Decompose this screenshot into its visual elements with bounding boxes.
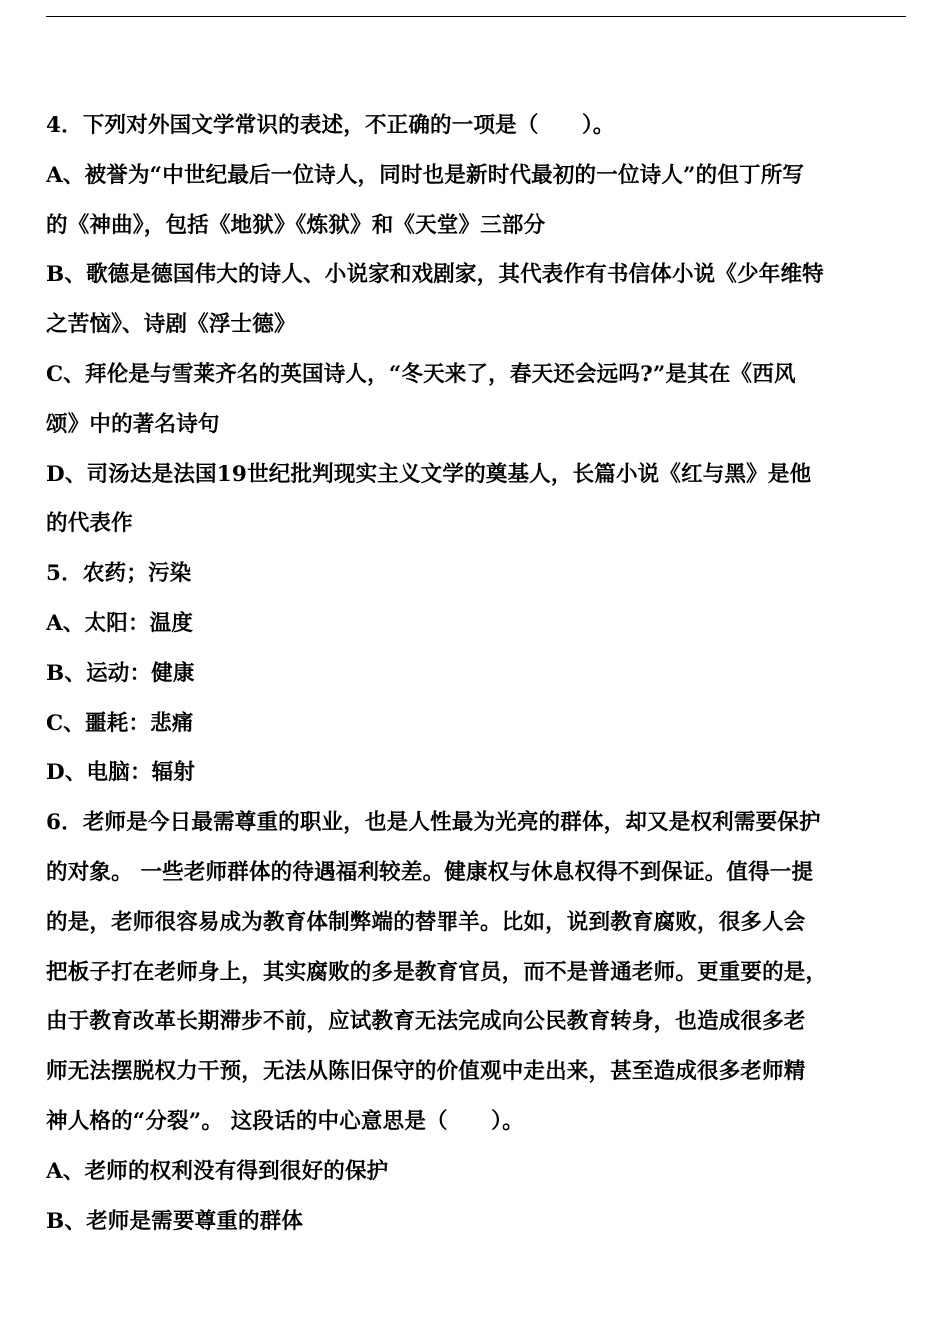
document-body	[46, 106, 908, 1251]
q6-stem-line5: 由于教育改革长期滞步不前，应试教育无法完成向公民教育转身，也造成很多老	[46, 1009, 806, 1035]
q6-option-a: A、老师的权利没有得到很好的保护	[46, 1158, 389, 1184]
q4-option-b-line2: 之苦恼》、诗剧《浮士德》	[46, 312, 296, 338]
q4-option-d-line1: D、司汤达是法国19世纪批判现实主义文学的奠基人，长篇小说《红与黑》是他	[46, 461, 812, 487]
q5-option-b: B、运动：健康	[46, 660, 195, 686]
q4-option-c-line2: 颂》中的著名诗句	[46, 411, 220, 437]
q6-stem-line2: 的对象。 一些老师群体的待遇福利较差。健康权与休息权得不到保证。值得一提	[46, 859, 814, 885]
q4-option-c-line1: C、拜伦是与雪莱齐名的英国诗人，“冬天来了，春天还会远吗?”是其在《西风	[46, 361, 796, 387]
q5-option-c: C、噩耗：悲痛	[46, 710, 194, 736]
q6-stem-line4: 把板子打在老师身上，其实腐败的多是教育官员，而不是普通老师。更重要的是，	[46, 959, 828, 985]
q4-option-a-line2: 的《神曲》，包括《地狱》《炼狱》和《天堂》三部分	[46, 212, 546, 238]
q4-option-b-line1: B、歌德是德国伟大的诗人、小说家和戏剧家，其代表作有书信体小说《少年维特	[46, 262, 824, 288]
header-rule	[46, 16, 906, 17]
q6-option-b: B、老师是需要尊重的群体	[46, 1208, 304, 1234]
q4-option-a-line1: A、被誉为“中世纪最后一位诗人，同时也是新时代最初的一位诗人”的但丁所写	[46, 162, 805, 188]
q6-stem-line7: 神人格的“分裂”。 这段话的中心意思是（ ）。	[46, 1108, 524, 1134]
q5-option-d: D、电脑：辐射	[46, 760, 196, 786]
q5-option-a: A、太阳：温度	[46, 610, 194, 636]
q6-stem-line3: 的是，老师很容易成为教育体制弊端的替罪羊。比如，说到教育腐败，很多人会	[46, 909, 806, 935]
q6-stem-line1: 6．老师是今日最需尊重的职业，也是人性最为光亮的群体，却又是权利需要保护	[46, 810, 821, 836]
q4-stem: 4．下列对外国文学常识的表述，不正确的一项是（ ）。	[46, 113, 615, 138]
q5-stem: 5．农药；污染	[46, 561, 192, 587]
q4-option-d-line2: 的代表作	[46, 511, 133, 537]
q6-stem-line6: 师无法摆脱权力干预，无法从陈旧保守的价值观中走出来，甚至造成很多老师精	[46, 1059, 806, 1085]
